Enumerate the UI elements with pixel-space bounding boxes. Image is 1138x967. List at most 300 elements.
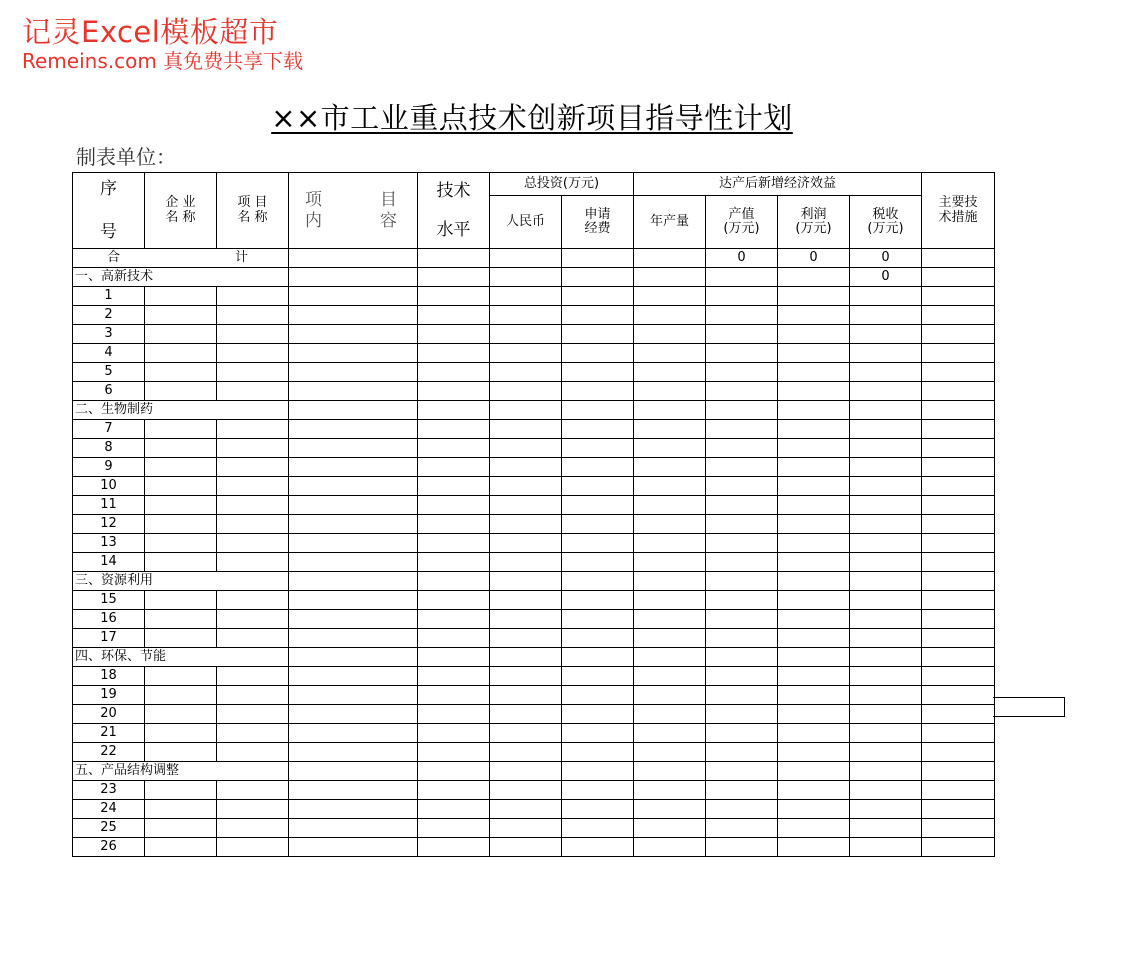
cell[interactable] <box>850 325 922 344</box>
row-number[interactable]: 16 <box>73 610 145 629</box>
cell[interactable] <box>418 382 490 401</box>
cell[interactable] <box>289 344 418 363</box>
cell[interactable] <box>922 724 995 743</box>
total-profit[interactable]: 0 <box>778 249 850 268</box>
cell[interactable] <box>145 819 217 838</box>
cell[interactable] <box>418 724 490 743</box>
cell[interactable] <box>490 534 562 553</box>
cell[interactable] <box>850 819 922 838</box>
cell[interactable] <box>706 439 778 458</box>
cell[interactable] <box>778 781 850 800</box>
cell[interactable] <box>922 344 995 363</box>
cell[interactable] <box>217 420 289 439</box>
cell[interactable] <box>778 363 850 382</box>
cell[interactable] <box>706 705 778 724</box>
cell[interactable] <box>217 439 289 458</box>
section-tax[interactable] <box>850 572 922 591</box>
cell[interactable] <box>562 344 634 363</box>
cell[interactable] <box>562 629 634 648</box>
cell[interactable] <box>217 553 289 572</box>
cell[interactable] <box>778 477 850 496</box>
cell[interactable] <box>778 648 850 667</box>
cell[interactable] <box>418 534 490 553</box>
cell[interactable] <box>562 781 634 800</box>
cell[interactable] <box>490 477 562 496</box>
cell[interactable] <box>706 363 778 382</box>
cell[interactable] <box>706 724 778 743</box>
cell[interactable] <box>289 420 418 439</box>
cell[interactable] <box>922 819 995 838</box>
cell[interactable] <box>145 781 217 800</box>
cell[interactable] <box>706 515 778 534</box>
cell[interactable] <box>850 743 922 762</box>
cell[interactable] <box>706 629 778 648</box>
cell[interactable] <box>289 496 418 515</box>
cell[interactable] <box>778 800 850 819</box>
cell[interactable] <box>289 591 418 610</box>
cell[interactable] <box>145 458 217 477</box>
section-title[interactable]: 二、生物制药 <box>73 401 289 420</box>
section-tax[interactable]: 0 <box>850 268 922 287</box>
cell[interactable] <box>145 534 217 553</box>
cell[interactable] <box>634 800 706 819</box>
cell[interactable] <box>634 458 706 477</box>
cell[interactable] <box>418 344 490 363</box>
cell[interactable] <box>418 458 490 477</box>
cell[interactable] <box>706 762 778 781</box>
cell[interactable] <box>289 515 418 534</box>
cell[interactable] <box>418 610 490 629</box>
cell[interactable] <box>634 287 706 306</box>
cell[interactable] <box>217 610 289 629</box>
cell[interactable] <box>850 667 922 686</box>
cell[interactable] <box>289 762 418 781</box>
cell[interactable] <box>562 439 634 458</box>
cell[interactable] <box>778 667 850 686</box>
cell[interactable] <box>850 420 922 439</box>
row-number[interactable]: 20 <box>73 705 145 724</box>
cell[interactable] <box>778 458 850 477</box>
cell[interactable] <box>289 686 418 705</box>
cell[interactable] <box>634 306 706 325</box>
cell[interactable] <box>850 781 922 800</box>
cell[interactable] <box>418 287 490 306</box>
cell[interactable] <box>490 819 562 838</box>
cell[interactable] <box>418 781 490 800</box>
cell[interactable] <box>850 382 922 401</box>
section-title[interactable]: 三、资源利用 <box>73 572 289 591</box>
cell[interactable] <box>634 667 706 686</box>
row-number[interactable]: 14 <box>73 553 145 572</box>
cell[interactable] <box>778 515 850 534</box>
cell[interactable] <box>145 591 217 610</box>
cell[interactable] <box>922 477 995 496</box>
cell[interactable] <box>289 743 418 762</box>
cell[interactable] <box>217 306 289 325</box>
cell[interactable] <box>217 686 289 705</box>
cell[interactable] <box>922 420 995 439</box>
cell[interactable] <box>562 572 634 591</box>
cell[interactable] <box>922 591 995 610</box>
cell[interactable] <box>850 553 922 572</box>
cell[interactable] <box>634 439 706 458</box>
cell[interactable] <box>145 515 217 534</box>
cell[interactable] <box>922 534 995 553</box>
cell[interactable] <box>289 477 418 496</box>
total-output-value[interactable]: 0 <box>706 249 778 268</box>
cell[interactable] <box>706 572 778 591</box>
cell[interactable] <box>922 496 995 515</box>
cell[interactable] <box>850 724 922 743</box>
cell[interactable] <box>490 306 562 325</box>
row-number[interactable]: 18 <box>73 667 145 686</box>
cell[interactable] <box>634 420 706 439</box>
cell[interactable] <box>418 553 490 572</box>
cell[interactable] <box>418 838 490 857</box>
section-tax[interactable] <box>850 762 922 781</box>
cell[interactable] <box>850 838 922 857</box>
cell[interactable] <box>490 401 562 420</box>
cell[interactable] <box>922 306 995 325</box>
cell[interactable] <box>289 287 418 306</box>
row-number[interactable]: 7 <box>73 420 145 439</box>
cell[interactable] <box>490 458 562 477</box>
row-number[interactable]: 25 <box>73 819 145 838</box>
cell[interactable] <box>634 591 706 610</box>
cell[interactable] <box>145 553 217 572</box>
row-number[interactable]: 3 <box>73 325 145 344</box>
cell[interactable] <box>922 686 995 705</box>
cell[interactable] <box>634 819 706 838</box>
cell[interactable] <box>562 610 634 629</box>
row-number[interactable]: 24 <box>73 800 145 819</box>
cell[interactable] <box>634 325 706 344</box>
row-number[interactable]: 10 <box>73 477 145 496</box>
cell[interactable] <box>850 363 922 382</box>
cell[interactable] <box>706 591 778 610</box>
cell[interactable] <box>289 401 418 420</box>
cell[interactable] <box>289 838 418 857</box>
cell[interactable] <box>217 591 289 610</box>
cell[interactable] <box>289 458 418 477</box>
cell[interactable] <box>922 382 995 401</box>
cell[interactable] <box>289 439 418 458</box>
cell[interactable] <box>289 325 418 344</box>
cell[interactable] <box>706 667 778 686</box>
cell[interactable] <box>289 363 418 382</box>
cell[interactable] <box>706 325 778 344</box>
cell[interactable] <box>490 762 562 781</box>
cell[interactable] <box>778 819 850 838</box>
cell[interactable] <box>922 572 995 591</box>
row-number[interactable]: 26 <box>73 838 145 857</box>
cell[interactable] <box>850 800 922 819</box>
row-number[interactable]: 12 <box>73 515 145 534</box>
cell[interactable] <box>418 686 490 705</box>
cell[interactable] <box>778 496 850 515</box>
cell[interactable] <box>289 781 418 800</box>
cell[interactable] <box>778 553 850 572</box>
cell[interactable] <box>490 249 562 268</box>
cell[interactable] <box>562 401 634 420</box>
cell[interactable] <box>634 724 706 743</box>
cell[interactable] <box>778 610 850 629</box>
row-number[interactable]: 19 <box>73 686 145 705</box>
cell[interactable] <box>289 534 418 553</box>
row-number[interactable]: 4 <box>73 344 145 363</box>
cell[interactable] <box>490 515 562 534</box>
cell[interactable] <box>289 724 418 743</box>
cell[interactable] <box>145 724 217 743</box>
cell[interactable] <box>562 477 634 496</box>
section-title[interactable]: 一、高新技术 <box>73 268 289 287</box>
cell[interactable] <box>562 667 634 686</box>
cell[interactable] <box>562 838 634 857</box>
cell[interactable] <box>562 553 634 572</box>
cell[interactable] <box>634 648 706 667</box>
cell[interactable] <box>145 686 217 705</box>
cell[interactable] <box>706 477 778 496</box>
cell[interactable] <box>490 553 562 572</box>
cell[interactable] <box>145 705 217 724</box>
cell[interactable] <box>706 496 778 515</box>
cell[interactable] <box>562 648 634 667</box>
cell[interactable] <box>706 686 778 705</box>
row-number[interactable]: 23 <box>73 781 145 800</box>
cell[interactable] <box>289 553 418 572</box>
cell[interactable] <box>922 553 995 572</box>
cell[interactable] <box>850 515 922 534</box>
cell[interactable] <box>634 610 706 629</box>
cell[interactable] <box>850 458 922 477</box>
cell[interactable] <box>778 306 850 325</box>
cell[interactable] <box>217 667 289 686</box>
cell[interactable] <box>706 382 778 401</box>
cell[interactable] <box>778 572 850 591</box>
cell[interactable] <box>418 705 490 724</box>
cell[interactable] <box>289 800 418 819</box>
cell[interactable] <box>145 439 217 458</box>
cell[interactable] <box>778 344 850 363</box>
cell[interactable] <box>217 705 289 724</box>
cell[interactable] <box>145 629 217 648</box>
cell[interactable] <box>418 439 490 458</box>
cell[interactable] <box>562 325 634 344</box>
cell[interactable] <box>634 363 706 382</box>
cell[interactable] <box>922 610 995 629</box>
cell[interactable] <box>217 458 289 477</box>
cell[interactable] <box>778 382 850 401</box>
cell[interactable] <box>289 249 418 268</box>
cell[interactable] <box>490 781 562 800</box>
cell[interactable] <box>634 762 706 781</box>
cell[interactable] <box>922 363 995 382</box>
cell[interactable] <box>922 268 995 287</box>
cell[interactable] <box>562 515 634 534</box>
cell[interactable] <box>778 439 850 458</box>
cell[interactable] <box>922 629 995 648</box>
cell[interactable] <box>850 306 922 325</box>
cell[interactable] <box>922 458 995 477</box>
cell[interactable] <box>562 496 634 515</box>
row-number[interactable]: 2 <box>73 306 145 325</box>
cell[interactable] <box>706 306 778 325</box>
cell[interactable] <box>490 363 562 382</box>
cell[interactable] <box>289 629 418 648</box>
cell[interactable] <box>634 572 706 591</box>
cell[interactable] <box>778 534 850 553</box>
cell[interactable] <box>490 287 562 306</box>
cell[interactable] <box>490 724 562 743</box>
cell[interactable] <box>922 515 995 534</box>
cell[interactable] <box>562 306 634 325</box>
cell[interactable] <box>634 838 706 857</box>
cell[interactable] <box>706 743 778 762</box>
cell[interactable] <box>706 553 778 572</box>
cell[interactable] <box>562 534 634 553</box>
cell[interactable] <box>706 458 778 477</box>
cell[interactable] <box>850 629 922 648</box>
cell[interactable] <box>778 838 850 857</box>
cell[interactable] <box>289 382 418 401</box>
row-number[interactable]: 6 <box>73 382 145 401</box>
row-number[interactable]: 8 <box>73 439 145 458</box>
cell[interactable] <box>922 781 995 800</box>
cell[interactable] <box>634 705 706 724</box>
row-number[interactable]: 22 <box>73 743 145 762</box>
cell[interactable] <box>217 534 289 553</box>
cell[interactable] <box>922 743 995 762</box>
cell[interactable] <box>562 249 634 268</box>
cell[interactable] <box>706 610 778 629</box>
cell[interactable] <box>562 743 634 762</box>
section-tax[interactable] <box>850 648 922 667</box>
cell[interactable] <box>418 572 490 591</box>
cell[interactable] <box>145 363 217 382</box>
total-tax[interactable]: 0 <box>850 249 922 268</box>
cell[interactable] <box>778 325 850 344</box>
cell[interactable] <box>634 534 706 553</box>
row-number[interactable]: 5 <box>73 363 145 382</box>
cell[interactable] <box>145 496 217 515</box>
cell[interactable] <box>289 648 418 667</box>
cell[interactable] <box>634 249 706 268</box>
cell[interactable] <box>490 439 562 458</box>
cell[interactable] <box>490 420 562 439</box>
cell[interactable] <box>418 667 490 686</box>
cell[interactable] <box>490 667 562 686</box>
cell[interactable] <box>490 705 562 724</box>
cell[interactable] <box>634 515 706 534</box>
cell[interactable] <box>289 819 418 838</box>
cell[interactable] <box>922 648 995 667</box>
cell[interactable] <box>418 420 490 439</box>
cell[interactable] <box>145 287 217 306</box>
cell[interactable] <box>562 287 634 306</box>
cell[interactable] <box>706 819 778 838</box>
cell[interactable] <box>418 515 490 534</box>
cell[interactable] <box>418 401 490 420</box>
cell[interactable] <box>490 800 562 819</box>
cell[interactable] <box>217 629 289 648</box>
cell[interactable] <box>418 496 490 515</box>
cell[interactable] <box>922 439 995 458</box>
cell[interactable] <box>850 591 922 610</box>
cell[interactable] <box>217 838 289 857</box>
cell[interactable] <box>634 743 706 762</box>
cell[interactable] <box>562 686 634 705</box>
cell[interactable] <box>418 629 490 648</box>
cell[interactable] <box>778 401 850 420</box>
row-number[interactable]: 15 <box>73 591 145 610</box>
cell[interactable] <box>922 325 995 344</box>
cell[interactable] <box>217 344 289 363</box>
cell[interactable] <box>490 648 562 667</box>
cell[interactable] <box>706 287 778 306</box>
cell[interactable] <box>850 705 922 724</box>
cell[interactable] <box>778 629 850 648</box>
cell[interactable] <box>634 686 706 705</box>
cell[interactable] <box>634 477 706 496</box>
cell[interactable] <box>634 268 706 287</box>
cell[interactable] <box>850 496 922 515</box>
cell[interactable] <box>217 477 289 496</box>
cell[interactable] <box>217 325 289 344</box>
cell[interactable] <box>490 838 562 857</box>
cell[interactable] <box>706 344 778 363</box>
cell[interactable] <box>850 610 922 629</box>
cell[interactable] <box>850 534 922 553</box>
cell[interactable] <box>778 686 850 705</box>
cell[interactable] <box>922 249 995 268</box>
cell[interactable] <box>418 363 490 382</box>
cell[interactable] <box>418 477 490 496</box>
cell[interactable] <box>289 306 418 325</box>
cell[interactable] <box>418 743 490 762</box>
cell[interactable] <box>145 838 217 857</box>
row-number[interactable]: 9 <box>73 458 145 477</box>
cell[interactable] <box>418 268 490 287</box>
cell[interactable] <box>289 667 418 686</box>
cell[interactable] <box>778 287 850 306</box>
cell[interactable] <box>490 591 562 610</box>
row-number[interactable]: 1 <box>73 287 145 306</box>
cell[interactable] <box>706 534 778 553</box>
cell[interactable] <box>562 591 634 610</box>
cell[interactable] <box>562 705 634 724</box>
cell[interactable] <box>562 800 634 819</box>
cell[interactable] <box>778 724 850 743</box>
cell[interactable] <box>922 762 995 781</box>
cell[interactable] <box>289 268 418 287</box>
cell[interactable] <box>145 420 217 439</box>
cell[interactable] <box>145 382 217 401</box>
cell[interactable] <box>217 363 289 382</box>
cell[interactable] <box>217 724 289 743</box>
cell[interactable] <box>217 800 289 819</box>
cell[interactable] <box>490 496 562 515</box>
cell[interactable] <box>850 477 922 496</box>
cell[interactable] <box>634 382 706 401</box>
cell[interactable] <box>562 458 634 477</box>
cell[interactable] <box>490 325 562 344</box>
cell[interactable] <box>145 610 217 629</box>
cell[interactable] <box>706 420 778 439</box>
row-number[interactable]: 17 <box>73 629 145 648</box>
cell[interactable] <box>634 401 706 420</box>
cell[interactable] <box>778 705 850 724</box>
cell[interactable] <box>922 705 995 724</box>
